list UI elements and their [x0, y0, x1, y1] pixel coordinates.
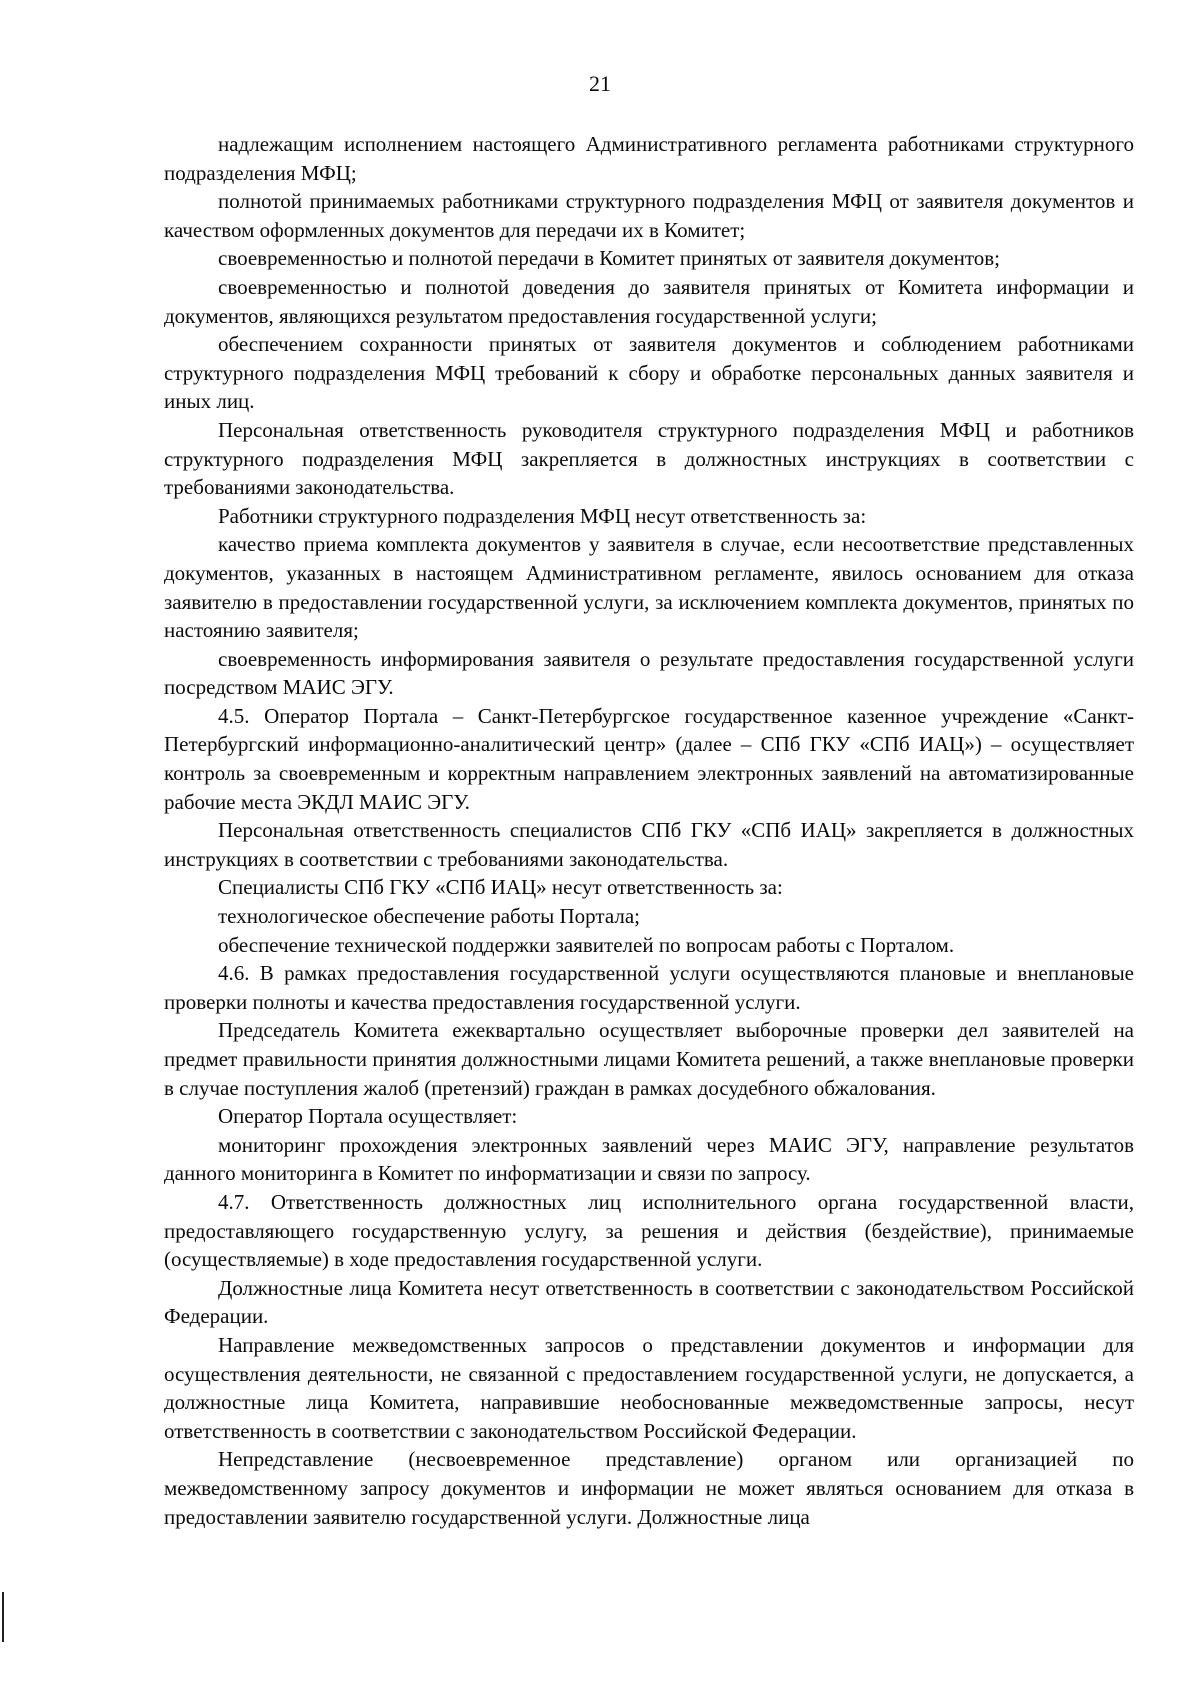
- paragraph-mfc-regulation-compliance: надлежащим исполнением настоящего Административного регламента работниками структурного подразделения МФЦ;: [164, 132, 1134, 185]
- paragraph-portal-operator: Оператор Портала осуществляет:: [218, 1104, 518, 1129]
- paragraph-mfc-staff-responsible: Работники структурного подразделения МФЦ несут ответственность за:: [218, 503, 867, 528]
- paragraph-document-safety: обеспечением сохранности принятых от заявителя документов и соблюдением работниками структурного подразделения МФЦ требований к сбору и обработке персональных данных заявителя и иных лиц.: [164, 332, 1134, 414]
- paragraph-iac-specialists-responsible: Специалисты СПб ГКУ «СПб ИАЦ» несут ответственность за:: [218, 875, 783, 900]
- paragraph-timely-transfer: своевременностью и полнотой передачи в Комитет принятых от заявителя документов;: [218, 246, 1000, 271]
- paragraph-portal-technical-support: технологическое обеспечение работы Портала;: [218, 904, 640, 929]
- paragraph-chairman-inspections: Председатель Комитета ежеквартально осуществляет выборочные проверки дел заявителей на предмет правильности принятия должностными лицами Комитета решений, а также внеплановые проверки в случае поступления жалоб (претензий) граждан в рамках досудебного обжалования.: [164, 1018, 1134, 1100]
- scan-edge-mark: [2, 1592, 4, 1642]
- paragraph-iac-personal-responsibility: Персональная ответственность специалистов СПб ГКУ «СПб ИАЦ» закрепляется в должностных инструкциях в соответствии с требованиями законодательства.: [164, 818, 1134, 871]
- paragraph-reception-quality: качество приема комплекта документов у заявителя в случае, если несоответствие представленных документов, указанных в настоящем Административном регламенте, явилось основанием для отказа заявителю в предоставлении государственной услуги, за исключением комплекта документов, принятых по настоянию заявителя;: [164, 532, 1134, 643]
- paragraph-personal-responsibility-mfc: Персональная ответственность руководителя структурного подразделения МФЦ и работников структурного подразделения МФЦ закрепляется в должностных инструкциях в соответствии с требованиями законодательства.: [164, 417, 1134, 500]
- paragraph-section-4-5: 4.5. Оператор Портала – Санкт-Петербургское государственное казенное учреждение «Санкт-Петербургский информационно-аналитический центр» (далее – СПб ГКУ «СПб ИАЦ») – осуществляет контроль за своевременным и корректным направлением электронных заявлений на автоматизированные рабочие места ЭКДЛ МАИС ЭГУ.: [164, 703, 1134, 814]
- paragraph-non-submission: Непредставление (несвоевременное представление) органом или организацией по межведомственному запросу документов и информации не может являться основанием для отказа в предоставлении заявителю государственной услуги. Должностные лица: [164, 1447, 1134, 1529]
- paragraph-monitoring: мониторинг прохождения электронных заявлений через МАИС ЭГУ, направление результатов данного мониторинга в Комитет по информатизации и связи по запросу.: [164, 1132, 1134, 1186]
- paragraph-interagency-requests: Направление межведомственных запросов о представлении документов и информации для осуществления деятельности, не связанной с предоставлением государственной услуги, не допускается, а должностные лица Комитета, направившие необоснованные межведомственные запросы, несут ответственность в соответствии с законодательством Российской Федерации.: [164, 1332, 1134, 1443]
- paragraph-section-4-7: 4.7. Ответственность должностных лиц исполнительного органа государственной власти, предоставляющего государственную услугу, за решения и действия (бездействие), принимаемые (осуществляемые) в ходе предоставления государственной услуги.: [164, 1189, 1134, 1272]
- document-body: [164, 130, 1134, 1531]
- paragraph-timely-notification: своевременность информирования заявителя о результате предоставления государственной услуги посредством МАИС ЭГУ.: [164, 646, 1134, 700]
- paragraph-section-4-6: 4.6. В рамках предоставления государственной услуги осуществляются плановые и внеплановые проверки полноты и качества предоставления государственной услуги.: [164, 961, 1134, 1014]
- page-number: 21: [589, 71, 611, 96]
- paragraph-committee-officials-liability: Должностные лица Комитета несут ответственность в соответствии с законодательством Российской Федерации.: [164, 1275, 1134, 1329]
- paragraph-applicant-support: обеспечение технической поддержки заявителей по вопросам работы с Порталом.: [218, 932, 955, 957]
- paragraph-timely-delivery: своевременностью и полнотой доведения до заявителя принятых от Комитета информации и документов, являющихся результатом предоставления государственной услуги;: [164, 274, 1134, 328]
- paragraph-document-completeness: полнотой принимаемых работниками структурного подразделения МФЦ от заявителя документов и качеством оформленных документов для передачи их в Комитет;: [164, 189, 1134, 242]
